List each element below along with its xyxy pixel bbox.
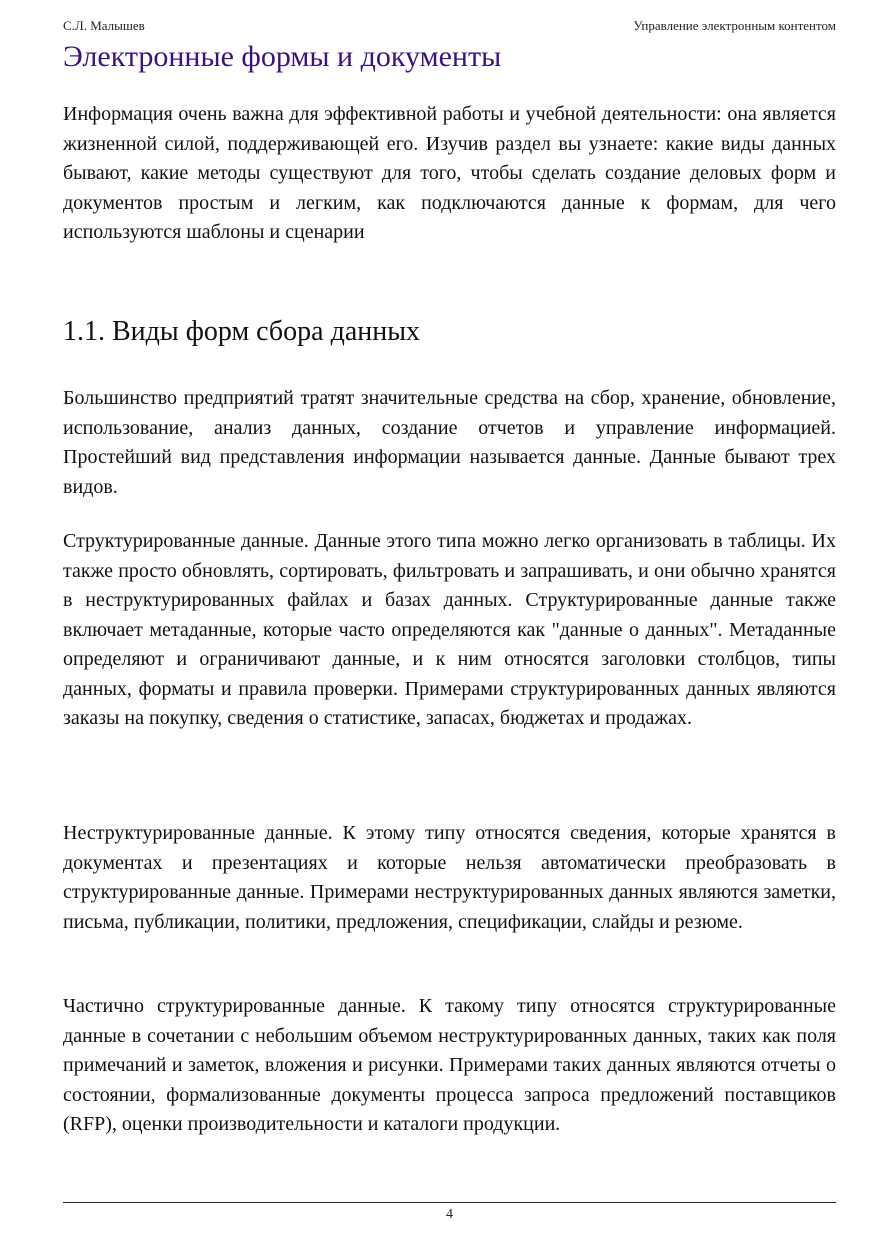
section-heading: 1.1. Виды форм сбора данных [63,316,421,347]
body-paragraph-overview: Большинство предприятий тратят значительные средства на сбор, хранение, обновление, использование, анализ данных, создание отчетов и управление информацией. Простейший вид представления информации называется данные. Данные бывают трех видов. [63,387,836,498]
body-paragraph-semi-structured-data: Частично структурированные данные. К такому типу относятся структурированные данные в сочетании с небольшим объемом неструктурированных данных, таких как поля примечаний и заметок, вложения и рисунки. Примерами таких данных являются отчеты о состоянии, формализованные документы процесса запроса предложений поставщиков (RFP), оценки производительности и каталоги продукции. [63,995,836,1135]
header-author: С.Л. Малышев [63,18,145,33]
document-page [63,0,836,1241]
page-number: 4 [446,1207,453,1222]
body-paragraph-structured-data: Структурированные данные. Данные этого типа можно легко организовать в таблицы. Их также просто обновлять, сортировать, фильтровать и запрашивать, и они обычно хранятся в неструктурированных файлах и базах данных. Структурированные данные также включает метаданные, которые часто определяются как "данные о данных". Метаданные определяют и ограничивают данные, и к ним относятся заголовки столбцов, типы данных, форматы и правила проверки. Примерами структурированных данных являются заказы на покупку, сведения о статистике, запасах, бюджетах и продажах. [63,530,836,729]
running-header [63,18,836,34]
intro-paragraph: Информация очень важна для эффективной работы и учебной деятельности: она является жизненной силой, поддерживающей его. Изучив раздел вы узнаете: какие виды данных бывают, какие методы существуют для того, чтобы сделать создание деловых форм и документов простым и легким, как подключаются данные к формам, для чего используются шаблоны и сценарии [63,103,836,243]
document-title: Электронные формы и документы [63,40,502,73]
footer-divider [63,1202,836,1203]
header-book-title: Управление электронным контентом [633,18,836,33]
body-paragraph-unstructured-data: Неструктурированные данные. К этому типу относятся сведения, которые хранятся в документах и презентациях и которые нельзя автоматически преобразовать в структурированные данные. Примерами неструктурированных данных являются заметки, письма, публикации, политики, предложения, спецификации, слайды и резюме. [63,822,836,933]
